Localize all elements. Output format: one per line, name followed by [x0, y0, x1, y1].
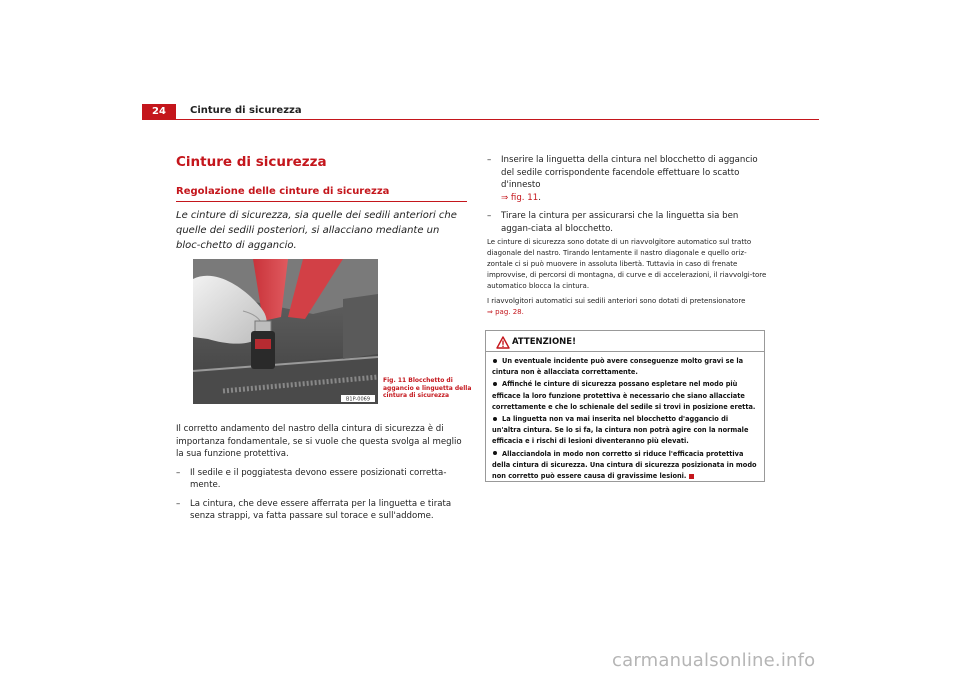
header-divider — [176, 119, 819, 120]
running-title: Cinture di sicurezza — [190, 105, 302, 116]
warning-list — [486, 352, 764, 482]
bullet-icon — [493, 382, 497, 386]
warning-header — [486, 331, 764, 352]
subtitle-divider — [176, 201, 467, 202]
warning-title: ATTENZIONE! — [512, 337, 576, 347]
retractor-paragraph: Le cinture di sicurezza sono dotate di un riavvolgitore automatico sul tratto diagonale del nastro. Tirando lentamente il nastro diagonale e quello oriz-zontale ci si può muovere in assoluta libertà. Tuttavia in caso di frenate improvvise, di percorsi di montagna, di curve e di accelerazioni, il riavvolgi-tore automatico blocca la cintura. — [487, 238, 767, 290]
step-belt-routing: – La cintura, che deve essere afferrata per la linguetta e tirata senza strappi, va fatta passare sul torace e sull'addome. — [176, 498, 466, 523]
seatbelt-buckle-illustration — [193, 259, 378, 404]
page-number: 24 — [142, 104, 176, 120]
figure-code: B1P-0069 — [345, 396, 371, 403]
step-check-latch: – Tirare la cintura per assicurarsi che la linguetta sia ben aggan-ciata al blocchetto. — [487, 210, 767, 235]
left-column — [176, 423, 466, 523]
step-seat-position: – Il sedile e il poggiatesta devono essere posizionati corretta-mente. — [176, 467, 466, 492]
warning-item: Un eventuale incidente può avere conseguenze molto gravi se la cintura non è allacciata correttamente. — [492, 357, 744, 377]
pretensioner-paragraph — [487, 296, 769, 318]
bullet-icon — [493, 417, 497, 421]
figure-caption: Fig. 11 Blocchetto di aggancio e linguetta della cintura di sicurezza — [383, 377, 472, 399]
page-reference-link[interactable]: ⇒ pag. 28. — [487, 308, 524, 316]
bullet-icon — [493, 451, 497, 455]
warning-item: La linguetta non va mai inserita nel blocchetto d'aggancio di un'altra cintura. Se lo si fa, la cintura non potrà agire con la normale efficacia e i rischi di lesioni diventeranno più elevati. — [492, 415, 749, 446]
watermark: carmanualsonline.info — [612, 650, 816, 671]
end-of-section-icon — [689, 474, 694, 479]
section-subtitle: Regolazione delle cinture di sicurezza — [176, 186, 390, 197]
warning-item: Allacciandola in modo non corretto si riduce l'efficacia protettiva della cintura di sicurezza. Una cintura di sicurezza posizionata in modo non corretto può essere causa di gravissime lesioni. — [492, 449, 757, 481]
belt-importance-paragraph: Il corretto andamento del nastro della cintura di sicurezza è di importanza fondamentale, se si vuole che questa svolga al meglio la sua funzione protettiva. — [176, 424, 462, 459]
pretensioner-text: I riavvolgitori automatici sui sedili anteriori sono dotati di pretensionatore — [487, 297, 746, 305]
retractor-note — [487, 237, 769, 318]
step-insert-tongue-text: Inserire la linguetta della cintura nel blocchetto di aggancio del sedile corrispondente facendole effettuare lo scatto d'innesto — [501, 155, 758, 190]
section-intro: Le cinture di sicurezza, sia quelle dei sedili anteriori che quelle dei sedili posteriori, si allacciano mediante un bloc-chetto di aggancio. — [176, 210, 457, 251]
section-title: Cinture di sicurezza — [176, 154, 327, 170]
warning-box — [485, 330, 765, 482]
warning-item: Affinché le cinture di sicurezza possano espletare nel modo più efficace la loro funzione protettiva è necessario che siano allacciate correttamente e che lo schienale del sedile si trovi in posizione eretta. — [492, 380, 756, 411]
figure-reference-link[interactable]: ⇒ fig. 11 — [501, 192, 539, 203]
right-column-steps — [487, 154, 767, 235]
step-insert-tongue: – Inserire la linguetta della cintura nel blocchetto di aggancio del sedile corrispondente facendole effettuare lo scatto d'innesto ⇒ fig. 11. — [487, 154, 767, 204]
bullet-icon — [493, 359, 497, 363]
warning-triangle-icon — [496, 334, 510, 353]
